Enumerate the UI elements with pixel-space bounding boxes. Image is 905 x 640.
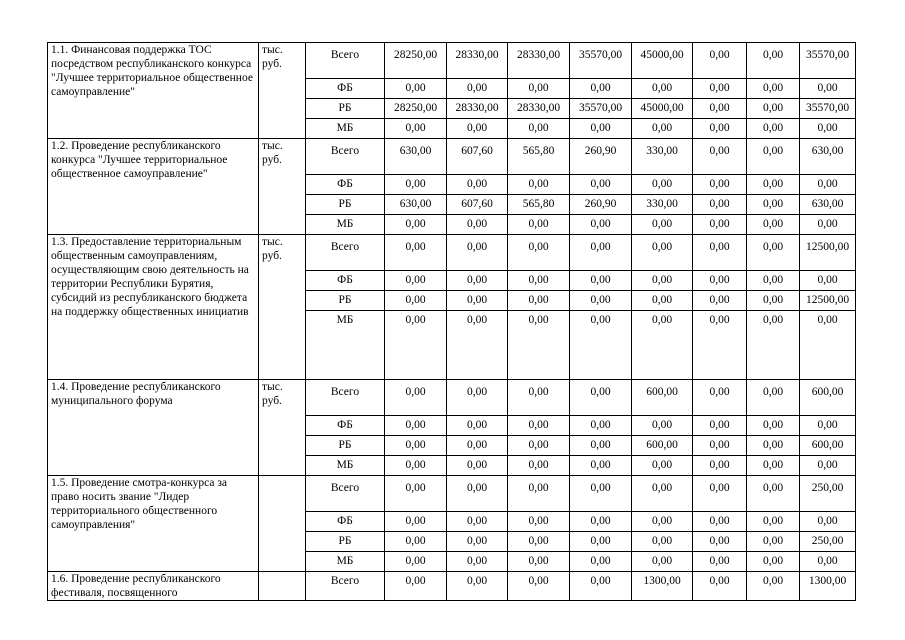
amount-cell: 630,00: [800, 139, 856, 175]
measure-name: 1.6. Проведение республиканского фестиваля, посвященного: [48, 572, 259, 601]
amount-cell: 0,00: [632, 552, 693, 572]
amount-cell: 0,00: [747, 436, 800, 456]
amount-cell: 0,00: [570, 572, 632, 601]
amount-cell: 565,80: [508, 139, 570, 175]
amount-cell: 35570,00: [570, 43, 632, 79]
funding-source: ФБ: [306, 512, 385, 532]
amount-cell: 0,00: [447, 476, 508, 512]
funding-source: Всего: [306, 235, 385, 271]
amount-cell: 0,00: [385, 215, 447, 235]
amount-cell: 0,00: [800, 416, 856, 436]
amount-cell: 0,00: [385, 79, 447, 99]
amount-cell: 0,00: [632, 512, 693, 532]
amount-cell: 0,00: [385, 291, 447, 311]
amount-cell: 0,00: [747, 139, 800, 175]
amount-cell: 0,00: [800, 175, 856, 195]
amount-cell: 0,00: [747, 532, 800, 552]
amount-cell: 0,00: [447, 456, 508, 476]
table-row: [48, 572, 856, 601]
measure-name: 1.5. Проведение смотра-конкурса за право носить звание "Лидер территориального общественного самоуправления": [48, 476, 259, 572]
amount-cell: 0,00: [385, 436, 447, 456]
table-row: [48, 139, 856, 175]
amount-cell: 0,00: [447, 119, 508, 139]
amount-cell: 0,00: [693, 456, 747, 476]
amount-cell: 0,00: [693, 99, 747, 119]
amount-cell: 0,00: [747, 271, 800, 291]
amount-cell: 0,00: [447, 215, 508, 235]
amount-cell: 28250,00: [385, 99, 447, 119]
amount-cell: 28330,00: [447, 99, 508, 119]
amount-cell: 0,00: [447, 532, 508, 552]
table-row: [48, 43, 856, 79]
amount-cell: 0,00: [447, 311, 508, 380]
amount-cell: 0,00: [508, 572, 570, 601]
amount-cell: 0,00: [800, 311, 856, 380]
measure-unit: [259, 476, 306, 572]
amount-cell: 0,00: [693, 311, 747, 380]
amount-cell: 0,00: [385, 552, 447, 572]
amount-cell: 0,00: [570, 436, 632, 456]
amount-cell: 0,00: [570, 271, 632, 291]
amount-cell: 0,00: [508, 532, 570, 552]
amount-cell: 45000,00: [632, 99, 693, 119]
amount-cell: 565,80: [508, 195, 570, 215]
amount-cell: 1300,00: [632, 572, 693, 601]
amount-cell: 0,00: [693, 552, 747, 572]
amount-cell: 0,00: [447, 175, 508, 195]
measure-name: 1.1. Финансовая поддержка ТОС посредством республиканского конкурса "Лучшее территориальное общественное самоуправление": [48, 43, 259, 139]
funding-source: Всего: [306, 380, 385, 416]
amount-cell: 0,00: [447, 235, 508, 271]
amount-cell: 0,00: [747, 416, 800, 436]
amount-cell: 0,00: [385, 235, 447, 271]
amount-cell: 0,00: [447, 512, 508, 532]
amount-cell: 28330,00: [508, 99, 570, 119]
amount-cell: 0,00: [570, 311, 632, 380]
measure-name: 1.4. Проведение республиканского муниципального форума: [48, 380, 259, 476]
amount-cell: 0,00: [447, 79, 508, 99]
amount-cell: 0,00: [570, 215, 632, 235]
amount-cell: 0,00: [570, 79, 632, 99]
amount-cell: 0,00: [800, 456, 856, 476]
amount-cell: 0,00: [693, 43, 747, 79]
amount-cell: 0,00: [508, 476, 570, 512]
amount-cell: 0,00: [693, 235, 747, 271]
amount-cell: 0,00: [570, 476, 632, 512]
measure-name: 1.2. Проведение республиканского конкурса "Лучшее территориальное общественное самоуправление": [48, 139, 259, 235]
amount-cell: 0,00: [693, 139, 747, 175]
amount-cell: 600,00: [632, 436, 693, 456]
amount-cell: 600,00: [632, 380, 693, 416]
amount-cell: 0,00: [508, 436, 570, 456]
amount-cell: 0,00: [508, 79, 570, 99]
amount-cell: 0,00: [385, 512, 447, 532]
amount-cell: 0,00: [385, 456, 447, 476]
amount-cell: 0,00: [747, 291, 800, 311]
amount-cell: 35570,00: [800, 43, 856, 79]
amount-cell: 0,00: [447, 436, 508, 456]
amount-cell: 0,00: [747, 43, 800, 79]
amount-cell: 0,00: [508, 291, 570, 311]
amount-cell: 28250,00: [385, 43, 447, 79]
amount-cell: 12500,00: [800, 291, 856, 311]
amount-cell: 0,00: [385, 271, 447, 291]
amount-cell: 0,00: [747, 572, 800, 601]
amount-cell: 0,00: [447, 380, 508, 416]
amount-cell: 0,00: [693, 215, 747, 235]
funding-source: ФБ: [306, 416, 385, 436]
funding-source: МБ: [306, 552, 385, 572]
amount-cell: 0,00: [447, 271, 508, 291]
amount-cell: 45000,00: [632, 43, 693, 79]
amount-cell: 0,00: [632, 175, 693, 195]
amount-cell: 260,90: [570, 139, 632, 175]
amount-cell: 0,00: [570, 380, 632, 416]
amount-cell: 0,00: [508, 380, 570, 416]
measure-unit: [259, 572, 306, 601]
measure-unit: тыс. руб.: [259, 43, 306, 139]
amount-cell: 0,00: [632, 476, 693, 512]
amount-cell: 28330,00: [508, 43, 570, 79]
amount-cell: 0,00: [385, 380, 447, 416]
amount-cell: 0,00: [385, 572, 447, 601]
amount-cell: 250,00: [800, 532, 856, 552]
amount-cell: 607,60: [447, 139, 508, 175]
amount-cell: 28330,00: [447, 43, 508, 79]
amount-cell: 0,00: [693, 476, 747, 512]
measure-name: 1.3. Предоставление территориальным общественным самоуправлениям, осуществляющим свою деятельность на территории Республики Бурятия, субсидий из республиканского бюджета на поддержку общественных инициатив: [48, 235, 259, 380]
funding-source: Всего: [306, 43, 385, 79]
amount-cell: 330,00: [632, 195, 693, 215]
funding-source: ФБ: [306, 175, 385, 195]
amount-cell: 0,00: [693, 532, 747, 552]
amount-cell: 0,00: [693, 436, 747, 456]
amount-cell: 35570,00: [800, 99, 856, 119]
amount-cell: 0,00: [693, 416, 747, 436]
amount-cell: 600,00: [800, 380, 856, 416]
amount-cell: 0,00: [447, 416, 508, 436]
amount-cell: 0,00: [693, 380, 747, 416]
amount-cell: 0,00: [508, 235, 570, 271]
amount-cell: 0,00: [747, 79, 800, 99]
amount-cell: 0,00: [385, 175, 447, 195]
budget-table-body: [48, 43, 856, 601]
amount-cell: 0,00: [693, 195, 747, 215]
amount-cell: 0,00: [508, 311, 570, 380]
measure-unit: тыс. руб.: [259, 235, 306, 380]
amount-cell: 0,00: [693, 119, 747, 139]
amount-cell: 0,00: [447, 572, 508, 601]
amount-cell: 250,00: [800, 476, 856, 512]
funding-source: РБ: [306, 195, 385, 215]
amount-cell: 0,00: [385, 416, 447, 436]
amount-cell: 0,00: [632, 416, 693, 436]
amount-cell: 0,00: [800, 512, 856, 532]
amount-cell: 0,00: [693, 175, 747, 195]
amount-cell: 0,00: [747, 512, 800, 532]
funding-source: РБ: [306, 532, 385, 552]
amount-cell: 0,00: [508, 271, 570, 291]
amount-cell: 0,00: [800, 552, 856, 572]
table-row: [48, 235, 856, 271]
amount-cell: 0,00: [570, 175, 632, 195]
amount-cell: 0,00: [570, 416, 632, 436]
amount-cell: 0,00: [800, 79, 856, 99]
amount-cell: 0,00: [632, 79, 693, 99]
funding-source: Всего: [306, 476, 385, 512]
funding-source: ФБ: [306, 271, 385, 291]
amount-cell: 0,00: [570, 119, 632, 139]
amount-cell: 600,00: [800, 436, 856, 456]
amount-cell: 0,00: [747, 215, 800, 235]
amount-cell: 12500,00: [800, 235, 856, 271]
amount-cell: 0,00: [747, 195, 800, 215]
budget-table: [47, 42, 856, 601]
funding-source: МБ: [306, 311, 385, 380]
amount-cell: 630,00: [385, 195, 447, 215]
amount-cell: 35570,00: [570, 99, 632, 119]
amount-cell: 0,00: [570, 532, 632, 552]
amount-cell: 607,60: [447, 195, 508, 215]
amount-cell: 0,00: [800, 271, 856, 291]
amount-cell: 0,00: [747, 552, 800, 572]
funding-source: ФБ: [306, 79, 385, 99]
amount-cell: 0,00: [447, 552, 508, 572]
funding-source: РБ: [306, 291, 385, 311]
amount-cell: 0,00: [747, 311, 800, 380]
amount-cell: 0,00: [570, 456, 632, 476]
amount-cell: 0,00: [632, 456, 693, 476]
amount-cell: 0,00: [570, 291, 632, 311]
amount-cell: 630,00: [385, 139, 447, 175]
amount-cell: 0,00: [632, 311, 693, 380]
measure-unit: тыс. руб.: [259, 380, 306, 476]
amount-cell: 0,00: [693, 271, 747, 291]
amount-cell: 0,00: [747, 99, 800, 119]
measure-unit: тыс. руб.: [259, 139, 306, 235]
amount-cell: 0,00: [747, 235, 800, 271]
amount-cell: 0,00: [693, 291, 747, 311]
amount-cell: 0,00: [570, 552, 632, 572]
amount-cell: 0,00: [385, 311, 447, 380]
amount-cell: 0,00: [747, 456, 800, 476]
amount-cell: 0,00: [693, 572, 747, 601]
amount-cell: 0,00: [632, 291, 693, 311]
amount-cell: 0,00: [747, 119, 800, 139]
table-row: [48, 476, 856, 512]
amount-cell: 0,00: [508, 175, 570, 195]
amount-cell: 260,90: [570, 195, 632, 215]
amount-cell: 0,00: [632, 271, 693, 291]
amount-cell: 0,00: [747, 175, 800, 195]
funding-source: РБ: [306, 99, 385, 119]
amount-cell: 0,00: [508, 215, 570, 235]
amount-cell: 0,00: [800, 215, 856, 235]
amount-cell: 1300,00: [800, 572, 856, 601]
amount-cell: 0,00: [693, 512, 747, 532]
amount-cell: 0,00: [385, 119, 447, 139]
amount-cell: 0,00: [508, 456, 570, 476]
funding-source: МБ: [306, 119, 385, 139]
funding-source: МБ: [306, 456, 385, 476]
funding-source: Всего: [306, 572, 385, 601]
amount-cell: 0,00: [632, 119, 693, 139]
funding-source: РБ: [306, 436, 385, 456]
amount-cell: 0,00: [570, 235, 632, 271]
amount-cell: 0,00: [693, 79, 747, 99]
amount-cell: 0,00: [447, 291, 508, 311]
amount-cell: 0,00: [632, 532, 693, 552]
amount-cell: 330,00: [632, 139, 693, 175]
amount-cell: 0,00: [632, 215, 693, 235]
amount-cell: 0,00: [747, 476, 800, 512]
amount-cell: 630,00: [800, 195, 856, 215]
amount-cell: 0,00: [385, 476, 447, 512]
amount-cell: 0,00: [385, 532, 447, 552]
amount-cell: 0,00: [800, 119, 856, 139]
funding-source: МБ: [306, 215, 385, 235]
amount-cell: 0,00: [508, 416, 570, 436]
amount-cell: 0,00: [570, 512, 632, 532]
amount-cell: 0,00: [632, 235, 693, 271]
funding-source: Всего: [306, 139, 385, 175]
amount-cell: 0,00: [508, 512, 570, 532]
amount-cell: 0,00: [508, 119, 570, 139]
amount-cell: 0,00: [747, 380, 800, 416]
amount-cell: 0,00: [508, 552, 570, 572]
table-row: [48, 380, 856, 416]
